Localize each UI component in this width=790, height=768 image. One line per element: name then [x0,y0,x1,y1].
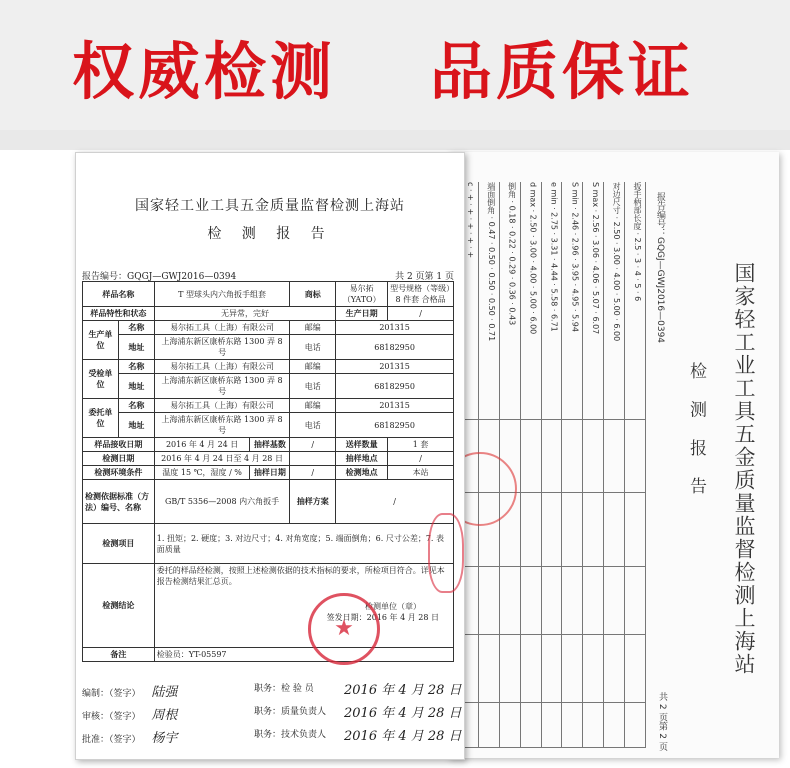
conclusion-text: 委托的样品经检测，按照上述检测依据的技术指标的要求，所检项目符合。详见本报告检测结果汇总页。 [156,566,445,586]
cell-label: 样品特性和状态 [83,307,155,321]
cell-value: 易尔拓工具（上海）有限公司 [154,321,290,335]
cell-label: 样品名称 [83,282,155,307]
cell-label: 生产日期 [336,307,388,321]
back-report-number: 报告编号：GQGJ—GWJ2016—0394 [655,192,665,344]
table-gridline [520,182,521,748]
cell-label: 商标 [290,282,336,307]
signer-row-1 [82,681,177,700]
signer-role: 审核：（签字） [82,712,141,722]
signer-position-3: 职务：技术负责人 [254,730,327,740]
table-row [83,360,454,374]
cell-label: 邮编 [290,321,336,335]
cell-label: 抽样日期 [250,466,290,480]
cell-label: 检测项目 [83,524,155,564]
divider-band [0,130,790,150]
table-row [83,524,454,564]
cell-value: 8 件套 合格品 [395,295,446,304]
signature: 周根 [151,708,178,723]
signer-row-3 [82,727,177,746]
signer-position-2: 职务：质量负责人 [254,707,327,717]
back-table-column: c · + · + · + · + · + [465,182,475,259]
cell-label: 受检单位 [83,360,119,399]
table-row [83,335,454,360]
back-results-table [457,182,645,748]
cell-label: 邮编 [290,360,336,374]
back-table-column: S min · 2.46 · 2.96 · 3.95 · 4.95 · 5.94 [570,182,580,332]
back-table-column: e min · 2.75 · 3.31 · 4.44 · 5.58 · 6.71 [549,182,559,332]
cell-value [154,564,453,648]
table-row [83,321,454,335]
cell-label: 电话 [290,374,336,399]
cell-value: 1. 扭矩；2. 硬度；3. 对边尺寸；4. 对角宽度；5. 端面倒角；6. 尺寸公差；7. 表面质量 [154,524,453,564]
table-gridline [645,182,646,748]
report-number: 报告编号：GQGJ—GWJ2016—0394 [82,272,237,282]
cell-value: 上海浦东新区康桥东路 1300 弄 8 号 [154,335,290,360]
table-row [83,466,454,480]
cell-label: 检测结论 [83,564,155,648]
table-gridline [541,182,542,748]
cell-label: 抽样基数 [250,438,290,452]
signer-role: 批准：（签字） [82,735,141,745]
cell-value: 68182950 [336,413,454,438]
report-table [82,281,454,662]
cell-label: 抽样方案 [290,480,336,524]
cell-value: 201315 [336,321,454,335]
page-number: 共 2 页第 1 页 [395,272,454,282]
table-gridline [603,182,604,748]
table-row [83,399,454,413]
table-gridline [561,182,562,748]
signer-date-2: 2016 年 4 月 28 日 [344,706,462,721]
signer-row-2 [82,704,177,723]
cell-value: 温度 15 ℃，湿度 / % [154,466,250,480]
table-row [83,480,454,524]
cell-label: 抽样地点 [336,452,388,466]
back-table-column: 扳手柄部长度 · 2.5 · 3 · 4 · 5 · 6 [632,182,642,302]
cell-label: 名称 [118,399,154,413]
back-table-column: 对边尺寸 · 2.50 · 3.00 · 4.00 · 5.00 · 6.00 [612,182,622,342]
signature: 陆强 [151,685,178,700]
cell-value: 易尔拓（YATO） [336,282,388,307]
cell-value: T 型球头内六角扳手组套 [154,282,290,307]
cell-value: / [290,466,336,480]
cell-value: 易尔拓工具（上海）有限公司 [154,360,290,374]
cell-value: / [290,438,336,452]
table-row [83,452,454,466]
cell-value: 本站 [388,466,454,480]
cell-value: 检验员：YT-05597 [154,648,453,662]
table-row [83,374,454,399]
back-report-page [448,152,779,758]
cell-label: 邮编 [290,399,336,413]
cell-label: 型号规格（等级） [390,284,455,293]
cell-label: 地址 [118,374,154,399]
cell-label: 电话 [290,413,336,438]
cell-label: 电话 [290,335,336,360]
cell-label: 生产单位 [83,321,119,360]
seal-star-icon: ★ [334,616,354,641]
cell-value: / [388,307,454,321]
cell-value: 1 套 [388,438,454,452]
cell-label: 地址 [118,413,154,438]
cell-value [290,452,336,466]
signer-date-1: 2016 年 4 月 28 日 [344,683,462,698]
table-row [83,282,454,307]
cell-label: 名称 [118,360,154,374]
table-row [83,648,454,662]
cell-value: 2016 年 4 月 24 日至 4 月 28 日 [154,452,290,466]
back-page-number: 共 2 页第 2 页 [657,692,667,751]
back-table-column: 端面倒角 · 0.47 · 0.50 · 0.50 · 0.50 · 0.71 [486,182,496,342]
institution-title: 国家轻工业工具五金质量监督检测上海站 [135,198,405,214]
front-report-page [75,152,465,760]
official-seal [308,593,380,665]
cell-label: 名称 [118,321,154,335]
back-report-title: 检 测 报 告 [686,362,706,503]
table-row [83,307,454,321]
cell-value: 201315 [336,399,454,413]
cell-label: 检测地点 [336,466,388,480]
table-gridline [582,182,583,748]
banner-title-right: 品质保证 [430,35,695,108]
cell-value: 68182950 [336,374,454,399]
signer-date-3: 2016 年 4 月 28 日 [344,729,462,744]
cell-value: 201315 [336,360,454,374]
cell-label: 样品接收日期 [83,438,155,452]
cell-value: 上海浦东新区康桥东路 1300 弄 8 号 [154,413,290,438]
unit-seal-label: 检测单位（章） [365,602,421,611]
signer-position-1: 职务：检 验 员 [254,684,314,694]
issue-date: 签发日期：2016 年 4 月 28 日 [326,613,439,622]
back-table-column: S max · 2.56 · 3.06 · 4.06 · 5.07 · 6.07 [591,182,601,335]
signer-role: 编制：（签字） [82,689,141,699]
cell-value: / [336,480,454,524]
table-row [83,413,454,438]
cell-value: 易尔拓工具（上海）有限公司 [154,399,290,413]
cell-label: 备注 [83,648,155,662]
report-title: 检 测 报 告 [207,226,333,242]
table-gridline [624,182,625,748]
table-row [83,564,454,648]
banner-title-left: 权威检测 [72,35,337,108]
cell-value: GB/T 5356—2008 内六角扳手 [154,480,290,524]
cell-label: 送样数量 [336,438,388,452]
cell-label: 检测依据标准（方法）编号、名称 [83,480,155,524]
back-table-column: d max · 2.50 · 3.00 · 4.00 · 5.00 · 6.00 [528,182,538,335]
cell-value: 2016 年 4 月 24 日 [154,438,250,452]
cell-label: 检测日期 [83,452,155,466]
back-table-column: 倒角 · 0.18 · 0.22 · 0.29 · 0.36 · 0.43 [507,182,517,326]
cell-value: 上海浦东新区康桥东路 1300 弄 8 号 [154,374,290,399]
cell-value: / [388,452,454,466]
banner [0,0,790,130]
signature: 杨宇 [151,731,178,746]
cell-label: 检测环境条件 [83,466,155,480]
table-row [83,438,454,452]
back-institution-title: 国家轻工业工具五金质量监督检测上海站 [732,262,756,676]
cell-label: 委托单位 [83,399,119,438]
cell-label: 地址 [118,335,154,360]
cell-value: 无异常，完好 [154,307,335,321]
side-stamp [428,513,464,593]
cell-value: 68182950 [336,335,454,360]
cell-value [388,282,454,307]
